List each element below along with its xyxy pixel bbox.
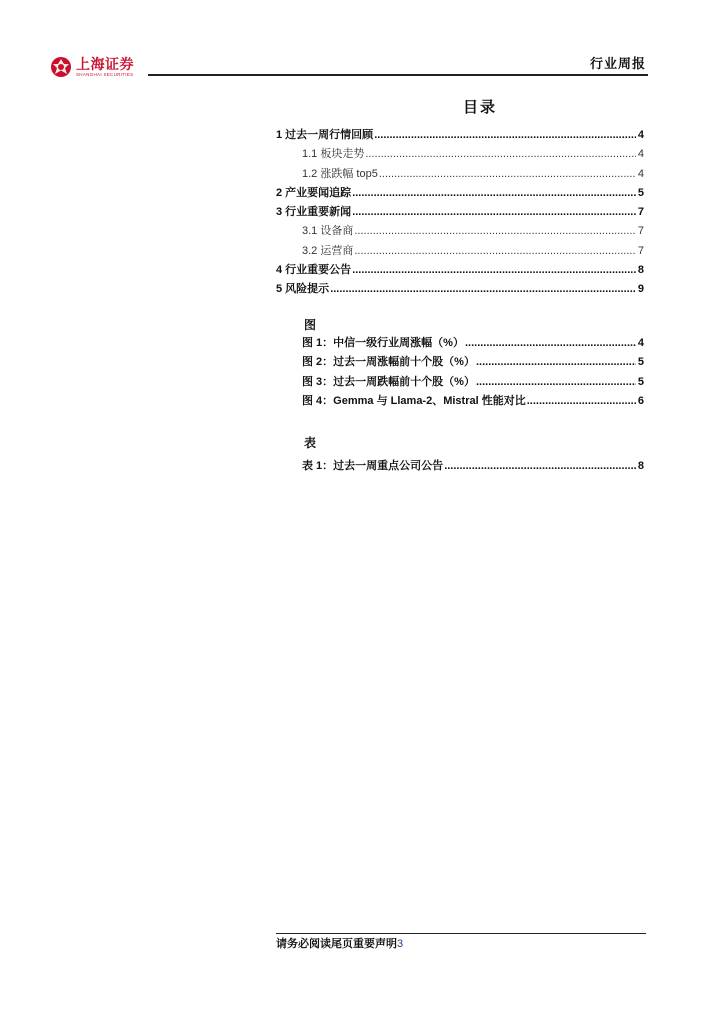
footer-divider xyxy=(276,933,646,934)
toc-entry-label: 5 风险提示 xyxy=(276,283,330,296)
figure-entry-page: 4 xyxy=(637,337,644,349)
footer-disclaimer: 请务必阅读尾页重要声明 xyxy=(276,938,397,950)
list-of-figures xyxy=(302,334,644,411)
toc-entry-label: 3.1 设备商 xyxy=(302,225,354,238)
header-divider xyxy=(148,74,648,76)
table-of-contents xyxy=(276,126,644,300)
toc-entry-page: 9 xyxy=(637,283,644,296)
footer xyxy=(276,935,403,951)
page-number: 3 xyxy=(397,938,404,950)
toc-entry[interactable] xyxy=(276,242,644,261)
toc-entry-label: 1.1 板块走势 xyxy=(302,148,365,161)
toc-entry-page: 7 xyxy=(637,206,644,219)
company-logo xyxy=(50,56,134,78)
toc-entry-label: 1 过去一周行情回顾 xyxy=(276,129,374,141)
toc-entry-label: 1.2 涨跌幅 top5 xyxy=(302,167,378,180)
figure-entry[interactable] xyxy=(302,334,644,353)
figure-entry[interactable] xyxy=(302,373,644,392)
tables-heading: 表 xyxy=(304,436,317,450)
figure-entry-label: 图 4：Gemma 与 Llama-2、Mistral 性能对比 xyxy=(302,394,526,407)
toc-entry[interactable] xyxy=(276,145,644,164)
figure-entry-page: 6 xyxy=(637,394,644,407)
toc-entry[interactable] xyxy=(276,165,644,184)
figure-entry-page: 5 xyxy=(637,356,644,369)
table-entry[interactable] xyxy=(302,457,644,476)
figures-heading: 图 xyxy=(304,318,317,332)
toc-entry-page: 4 xyxy=(637,167,644,180)
report-type-label: 行业周报 xyxy=(589,56,646,71)
logo-emblem-icon xyxy=(50,56,72,78)
figure-entry-label: 图 2：过去一周涨幅前十个股（%） xyxy=(302,356,475,369)
toc-entry-page: 4 xyxy=(637,148,644,161)
logo-english-text: SHANGHAI SECURITIES xyxy=(76,71,134,77)
figure-entry[interactable] xyxy=(302,353,644,372)
logo-chinese-text: 上海证券 xyxy=(76,55,134,72)
table-entry-label: 表 1：过去一周重点公司公告 xyxy=(302,460,444,472)
toc-entry-page: 8 xyxy=(637,264,644,277)
toc-entry-label: 2 产业要闻追踪 xyxy=(276,186,352,199)
toc-entry-page: 5 xyxy=(637,186,644,199)
figure-entry-label: 图 3：过去一周跌幅前十个股（%） xyxy=(302,375,475,388)
toc-entry-page: 7 xyxy=(637,225,644,238)
toc-title: 目录 xyxy=(463,99,498,116)
toc-entry-page: 4 xyxy=(637,129,644,141)
toc-entry[interactable] xyxy=(276,126,644,145)
toc-entry[interactable] xyxy=(276,203,644,222)
toc-entry[interactable] xyxy=(276,280,644,299)
toc-entry[interactable] xyxy=(276,261,644,280)
toc-entry[interactable] xyxy=(276,184,644,203)
list-of-tables xyxy=(302,457,644,476)
toc-entry-label: 3.2 运营商 xyxy=(302,244,354,257)
toc-entry[interactable] xyxy=(276,222,644,241)
toc-entry-page: 7 xyxy=(637,244,644,257)
figure-entry[interactable] xyxy=(302,392,644,411)
figure-entry-page: 5 xyxy=(637,375,644,388)
toc-entry-label: 4 行业重要公告 xyxy=(276,264,352,277)
toc-entry-label: 3 行业重要新闻 xyxy=(276,206,352,219)
figure-entry-label: 图 1：中信一级行业周涨幅（%） xyxy=(302,337,464,349)
table-entry-page: 8 xyxy=(637,460,644,472)
